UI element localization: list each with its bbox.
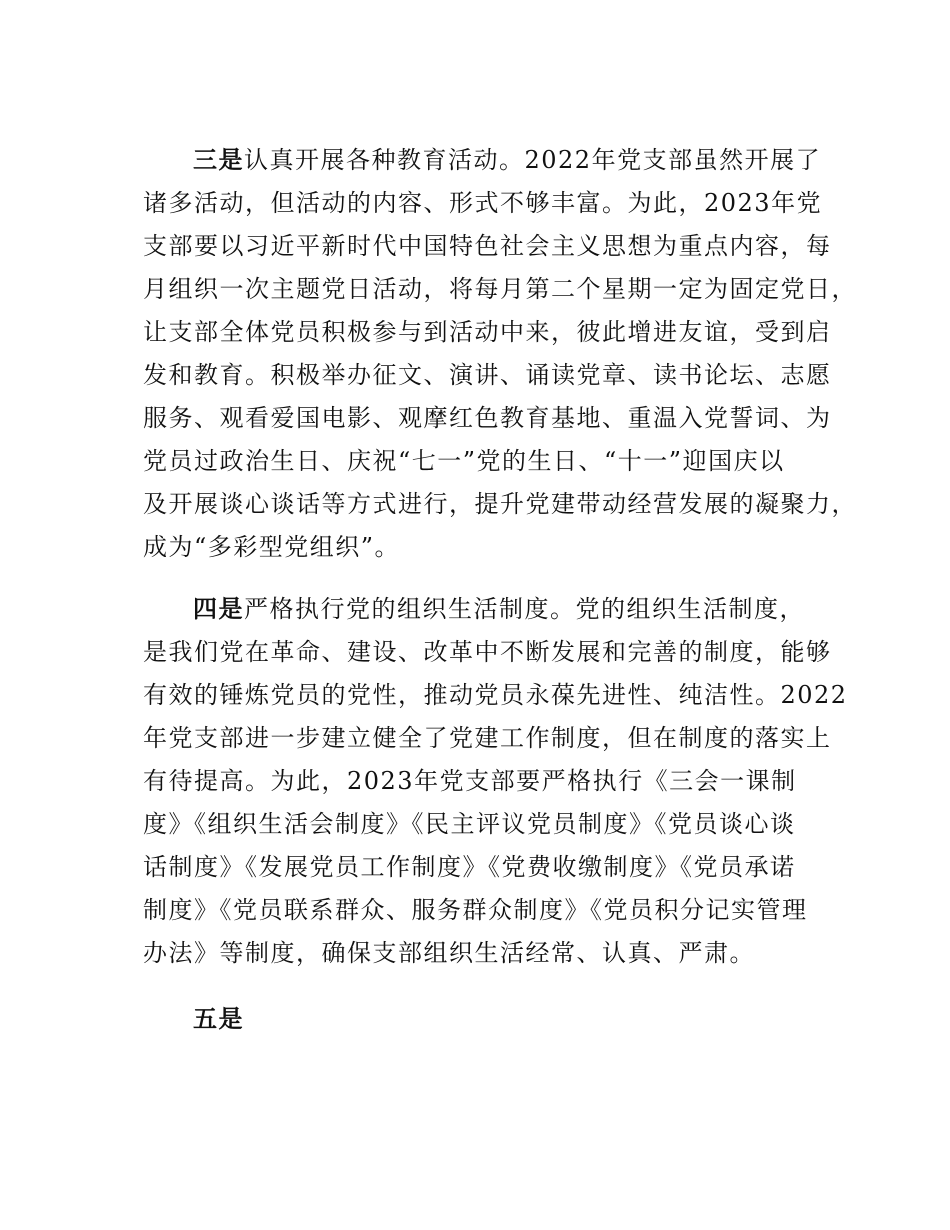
paragraph-line (143, 139, 833, 182)
paragraph-lead: 五是 (193, 1005, 244, 1033)
paragraph-line: 度》《组织生活会制度》《民主评议党员制度》《党员谈心谈 (143, 810, 796, 838)
paragraph-four (143, 588, 848, 975)
paragraph-line: 是我们党在革命、建设、改革中不断发展和完善的制度，能够 (143, 638, 832, 666)
paragraph-line: 发和教育。积极举办征文、演讲、诵读党章、读书论坛、志愿 (143, 361, 832, 389)
paragraph-line: 支部要以习近平新时代中国特色社会主义思想为重点内容，每 (143, 232, 832, 260)
paragraph-line: 制度》《党员联系群众、服务群众制度》《党员积分记实管理 (143, 896, 808, 924)
paragraph-line: 话制度》《发展党员工作制度》《党费收缴制度》《党员承诺 (143, 853, 796, 881)
paragraph-lead: 三是 (193, 146, 244, 174)
paragraph-line: 办法》等制度，确保支部组织生活经常、认真、严肃。 (143, 939, 755, 967)
paragraph-five (143, 998, 833, 1041)
paragraph-line: 让支部全体党员积极参与到活动中来，彼此增进友谊，受到启 (143, 318, 832, 346)
paragraph-text: 认真开展各种教育活动。2022年党支部虽然开展了 (244, 146, 822, 174)
paragraph-line: 及开展谈心谈话等方式进行，提升党建带动经营发展的凝聚力， (143, 490, 857, 518)
paragraph-line (143, 998, 833, 1041)
paragraph-line: 成为“多彩型党组织”。 (143, 533, 401, 561)
paragraph-line: 有效的锤炼党员的党性，推动党员永葆先进性、纯洁性。2022 (143, 681, 848, 709)
paragraph-lead: 四是 (193, 595, 244, 623)
paragraph-text: 严格执行党的组织生活制度。党的组织生活制度， (244, 595, 805, 623)
paragraph-line: 诸多活动，但活动的内容、形式不够丰富。为此，2023年党 (143, 189, 823, 217)
paragraph-line: 党员过政治生日、庆祝“七一”党的生日、“十一”迎国庆以 (143, 447, 785, 475)
paragraph-line: 年党支部进一步建立健全了党建工作制度，但在制度的落实上 (143, 724, 832, 752)
paragraph-three (143, 139, 857, 569)
paragraph-line (143, 588, 833, 631)
paragraph-line: 月组织一次主题党日活动，将每月第二个星期一定为固定党日， (143, 275, 857, 303)
paragraph-line: 服务、观看爱国电影、观摩红色教育基地、重温入党誓词、为 (143, 404, 832, 432)
paragraph-line: 有待提高。为此，2023年党支部要严格执行《三会一课制 (143, 767, 797, 795)
